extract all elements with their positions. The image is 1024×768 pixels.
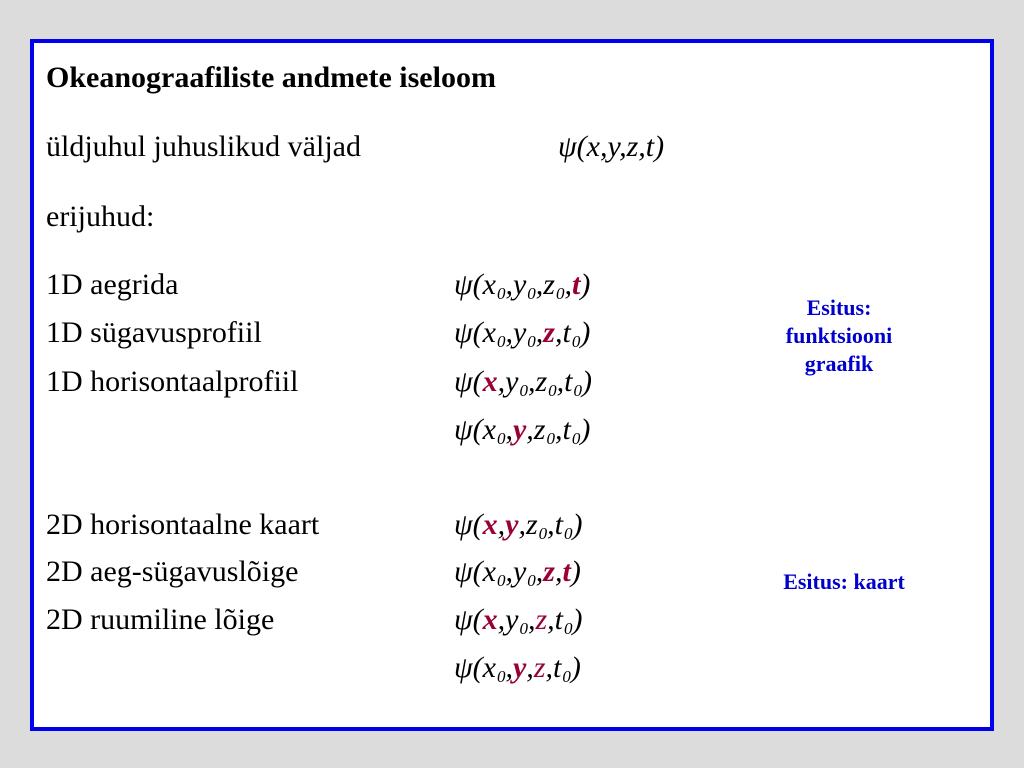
map-representation-note: Esitus: kaart bbox=[783, 569, 905, 594]
special-cases-label: erijuhud: bbox=[46, 200, 155, 233]
row-2d-time-depth-section-label: 2D aeg-sügavuslõige bbox=[46, 555, 299, 588]
row-1d-time-series-label: 1D aegrida bbox=[46, 268, 179, 301]
row-1d-depth-profile-formula: $\psi(x_0,y_0,z,t_0)$ bbox=[454, 316, 591, 351]
row-2d-spatial-section-label: 2D ruumiline lõige bbox=[46, 603, 275, 636]
graph-note-line-3: graafik bbox=[804, 351, 874, 376]
slide bbox=[30, 39, 994, 731]
row-1d-horizontal-profile-label: 1D horisontaalprofiil bbox=[46, 365, 299, 398]
graph-representation-note bbox=[754, 294, 924, 378]
graph-note-line-2: funktsiooni bbox=[785, 323, 893, 348]
row-2d-spatial-section-formula-xz: $\psi(x,y_0,z,t_0)$ bbox=[454, 603, 583, 638]
graph-note-line-1: Esitus: bbox=[806, 295, 872, 320]
row-2d-horizontal-map-formula: $\psi(x,y,z_0,t_0)$ bbox=[454, 508, 583, 543]
row-1d-time-series-formula: $\psi(x_0,y_0,z_0,t)$ bbox=[454, 268, 591, 303]
row-2d-horizontal-map-label: 2D horisontaalne kaart bbox=[46, 508, 320, 541]
row-1d-horizontal-profile-formula-x: $\psi(x,y_0,z_0,t_0)$ bbox=[454, 365, 592, 400]
row-1d-depth-profile-label: 1D sügavusprofiil bbox=[46, 316, 262, 349]
row-2d-time-depth-section-formula: $\psi(x_0,y_0,z,t)$ bbox=[454, 555, 581, 590]
row-2d-spatial-section-formula-yz: $\psi(x_0,y,z,t_0)$ bbox=[454, 651, 581, 686]
slide-title: Okeanograafiliste andmete iseloom bbox=[46, 61, 496, 94]
row-1d-horizontal-profile-formula-y: $\psi(x_0,y,z_0,t_0)$ bbox=[454, 413, 591, 448]
general-label: üldjuhul juhuslikud väljad bbox=[46, 130, 361, 163]
general-formula: ψ(x,y,z,t) bbox=[558, 130, 665, 163]
